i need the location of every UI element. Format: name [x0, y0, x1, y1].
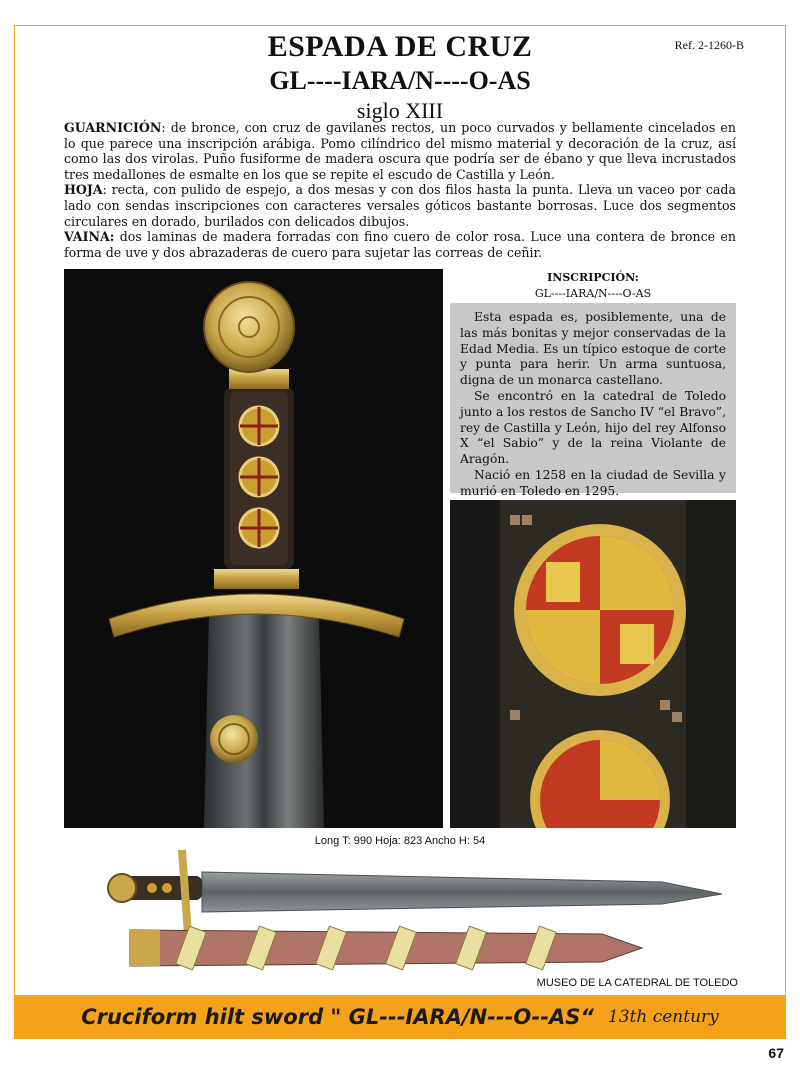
- hoja-text: : recta, con pulido de espejo, a dos mesas y con dos filos hasta la punta. Lleva un vaceo por cada lado con sendas inscripciones con caracteres versales góticos bastante borrosas. Luce dos segmentos circulares en dorado, burilados con delicados dibujos.: [64, 182, 736, 229]
- history-paragraph-2: Se encontró en la catedral de Toledo junto a los restos de Sancho IV “el Bravo”, rey de Castilla y León, hijo del rey Alfonso X “el Sabio” y de la reina Violante de Aragón.: [460, 388, 726, 467]
- hilt-illustration: [64, 269, 443, 828]
- history-paragraph-1: Esta espada es, posiblemente, una de las más bonitas y mejor conservadas de la Edad Media. Es un típico estoque de corte y punta para herir. Un arma suntuosa, digna de un monarca castellano.: [460, 310, 726, 388]
- museum-credit: MUSEO DE LA CATEDRAL DE TOLEDO: [536, 977, 738, 989]
- page-title: ESPADA DE CRUZ: [267, 30, 533, 63]
- history-paragraph-3: Nació en 1258 en la ciudad de Sevilla y murió en Toledo en 1295.: [460, 467, 726, 498]
- century-label: siglo XIII: [356, 98, 444, 123]
- paragraph-guarnicion: [64, 120, 736, 182]
- medallion-photo: [450, 500, 736, 828]
- guarnicion-label: GUARNICIÓN: [64, 120, 162, 135]
- vaina-label: VAINA:: [64, 229, 115, 245]
- paragraph-hoja: [64, 182, 736, 229]
- page-subtitle: GL----IARA/N----O-AS: [269, 66, 531, 95]
- hoja-label: HOJA: [64, 182, 103, 198]
- reference-code: Ref. 2-1260-B: [674, 38, 744, 52]
- history-panel: [450, 303, 736, 498]
- english-century: 13th century: [607, 1007, 719, 1027]
- vaina-text: dos laminas de madera forradas con fino cuero de color rosa. Luce una contera de bronce en forma de uve y dos abrazaderas de cuero para sujetar las correas de ceñir.: [64, 229, 736, 260]
- page-number: 67: [768, 1045, 784, 1061]
- measurements: Long T: 990 Hoja: 823 Ancho H: 54: [314, 835, 486, 847]
- description-block: [64, 120, 736, 260]
- paragraph-vaina: [64, 229, 736, 260]
- inscription-value: GL----IARA/N----O-AS: [534, 287, 652, 300]
- medallion-illustration: [450, 500, 736, 828]
- english-title: Cruciform hilt sword " GL---IARA/N---O--AS“: [81, 1005, 594, 1029]
- full-sword-photo: [82, 850, 732, 978]
- full-sword-illustration: [82, 850, 732, 978]
- hilt-photo: [64, 269, 443, 828]
- english-banner: [14, 995, 786, 1039]
- inscription-heading: INSCRIPCIÓN:: [547, 271, 639, 284]
- guarnicion-text: : de bronce, con cruz de gavilanes rectos, un poco curvados y bellamente cincelados en lo que parece una inscripción arábiga. Pomo cilíndrico del mismo material y decoración de la cruz, así como las dos virolas. Puño fusiforme de madera oscura que podría ser de ébano y que lleva incrustados tres medallones de esmalte en los que se repite el escudo de Castilla y León.: [64, 120, 736, 182]
